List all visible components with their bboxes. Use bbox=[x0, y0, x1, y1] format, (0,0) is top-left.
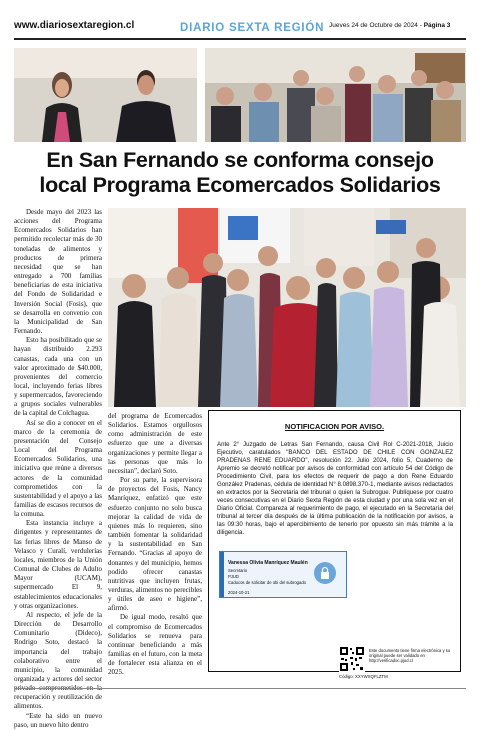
article-column-2 bbox=[108, 412, 202, 678]
paragraph: Esta instancia incluye a dirigentes y representantes de las ferias libres de Manso de Velasco y Curalí, verdulerías locales, miembros de la Unión Comunal de Clubes de Adulto Mayor (UCAM), supermercado El 9, establecimientos educacionales y otras organizaciones. bbox=[14, 519, 102, 610]
notice-title: NOTIFICACION POR AVISO. bbox=[284, 422, 385, 431]
issue-date bbox=[329, 22, 450, 29]
lock-icon bbox=[314, 562, 336, 584]
headline bbox=[14, 148, 466, 198]
notice-body: Ante 2° Juzgado de Letras San Fernando, causa Civil Rol C-2021-2018, Juicio Ejecutivo, caratulados "BANCO DEL ESTADO DE CHILE CON GONZALEZ PRADENAS RENE EDUARDO", resolución 22. Julio 2024, folio 5, Cuaderno de Apremio se decretó notificar por avisos de conformidad con artículo 54 del Código de Procedimiento Civil, para los efectos de requerir de pago a don Rene Eduardo González Pradenas, cédula de identidad N° 8.0898.370-1, mediante avisos redactados en extractos por la Secretaria del tribunal o quien la Subrogue. Publíquese por cuatro veces consecutivas en el Diario Sexta Región de esta ciudad y por una sola vez en el Diario Oficial. Compareza al requerimiento de pago, el ejecutado en la Secretaría del tribunal al tercer día después de la última publicación de la notificación por avisos, a las 09:30 horas, bajo el apercibimiento de tenerlo por opuesto sin más trámite a la diligencia. bbox=[217, 441, 453, 536]
signature-bar bbox=[220, 552, 224, 597]
photo-right bbox=[205, 48, 466, 142]
signer-name: Vanessa Olivia Manríquez Maulén bbox=[228, 560, 308, 566]
photo-left bbox=[14, 48, 197, 142]
headline-line-2: local Programa Ecomercados Solidarios bbox=[39, 173, 441, 197]
paragraph: Desde mayo del 2023 las acciones del Programa Ecomercados Solidarios han permitido recolectar más de 30 toneladas de alimentos y productos de primera necesidad que se han entregado a 700 familias beneficiarias de esta iniciativa del Fondo de Solidaridad e Inversión Social (Fosis), que se desarrolla en convenio con la Municipalidad de San Fernando. bbox=[14, 208, 102, 336]
verification-text: Este documento tiene firma electrónica y su original puede ser validado en http://verificadoc.pjud.cl bbox=[369, 648, 451, 664]
main-photo bbox=[108, 208, 466, 407]
signer-unit: PJUD bbox=[228, 574, 239, 579]
date-text: Jueves 24 de Octubre de 2024 - bbox=[329, 22, 424, 29]
legal-notice bbox=[208, 410, 461, 679]
headline-line-1: En San Fernando se conforma consejo bbox=[46, 148, 434, 172]
paragraph: Al respecto, el jefe de la Dirección de Desarrollo Comunitario (Dideco), Rodrigo Soto, destacó la importancia del trabajo colaborativo entre el municipio, la comunidad organizada y actores del sector recuperación y reutilización de alimentos. bbox=[14, 610, 102, 711]
article-column-1 bbox=[14, 208, 102, 730]
page-number: Página 3 bbox=[423, 22, 451, 29]
verification-code: Código: XXYWXQFLZTM bbox=[339, 674, 388, 679]
header-rule bbox=[14, 38, 466, 40]
paragraph: “Este ha sido un nuevo paso, un nuevo hito dentro bbox=[14, 711, 102, 729]
signature-date: 2024-10-21 bbox=[228, 590, 250, 595]
newspaper-name: DIARIO SEXTA REGIÓN bbox=[180, 22, 325, 34]
paragraph: Esto ha posibilitado que se hayan distribuido 2.293 canastas, cada una con un valor aproximado de $40.000, provenientes del comercio local, incluyendo ferias libres y supermercados, favoreciendo a grupos sociales vulnerables de la capital de Colchagua. bbox=[14, 336, 102, 418]
paragraph: Por su parte, la supervisora de proyectos del Fosis, Nancy Manríquez, enfatizó que este esfuerzo conjunto no solo busca mejorar la calidad de vida de quienes más lo requieren, sino también fomentar la solidaridad y la sustentabilidad en San Fernando. “Gracias al apoyo de donantes y del municipio, hemos podido ofrecer canastas nutritivas que incluyen frutas, verduras, alimentos no perecibles y útiles de aseo e higiene”, afirmó. bbox=[108, 476, 202, 613]
paragraph: De igual modo, resaltó que el compromiso de Ecomercados Solidarios se renueva para continuar beneficiando a más familias en el futuro, con la meta de fortalecer esta alianza en el 2025. bbox=[108, 613, 202, 677]
paragraph: Así se dio a conocer en el marco de la ceremonia de presentación del Consejo Local del Programa Ecomercados Solidarios, una iniciativa que reúne a diversos actores de la comunidad comprometidos con la sustentabilidad y el apoyo a las familias de escasos recursos de la comuna. bbox=[14, 418, 102, 519]
qr-code-icon[interactable] bbox=[339, 646, 365, 672]
signer-role: Secretario bbox=[228, 568, 248, 573]
paragraph: del programa de Ecomercados Solidarios. Estamos orgullosos como administración de este esfuerzo que une a diversas organizaciones y permite llegar a las personas que más lo necesitan”, declaró Soto. bbox=[108, 412, 202, 475]
signer-note: Caducos de solicitar de obi del subrogado bbox=[228, 580, 306, 585]
site-url: www.diariosextaregion.cl bbox=[14, 20, 135, 31]
footer-rule bbox=[14, 688, 466, 689]
electronic-signature bbox=[219, 551, 347, 598]
